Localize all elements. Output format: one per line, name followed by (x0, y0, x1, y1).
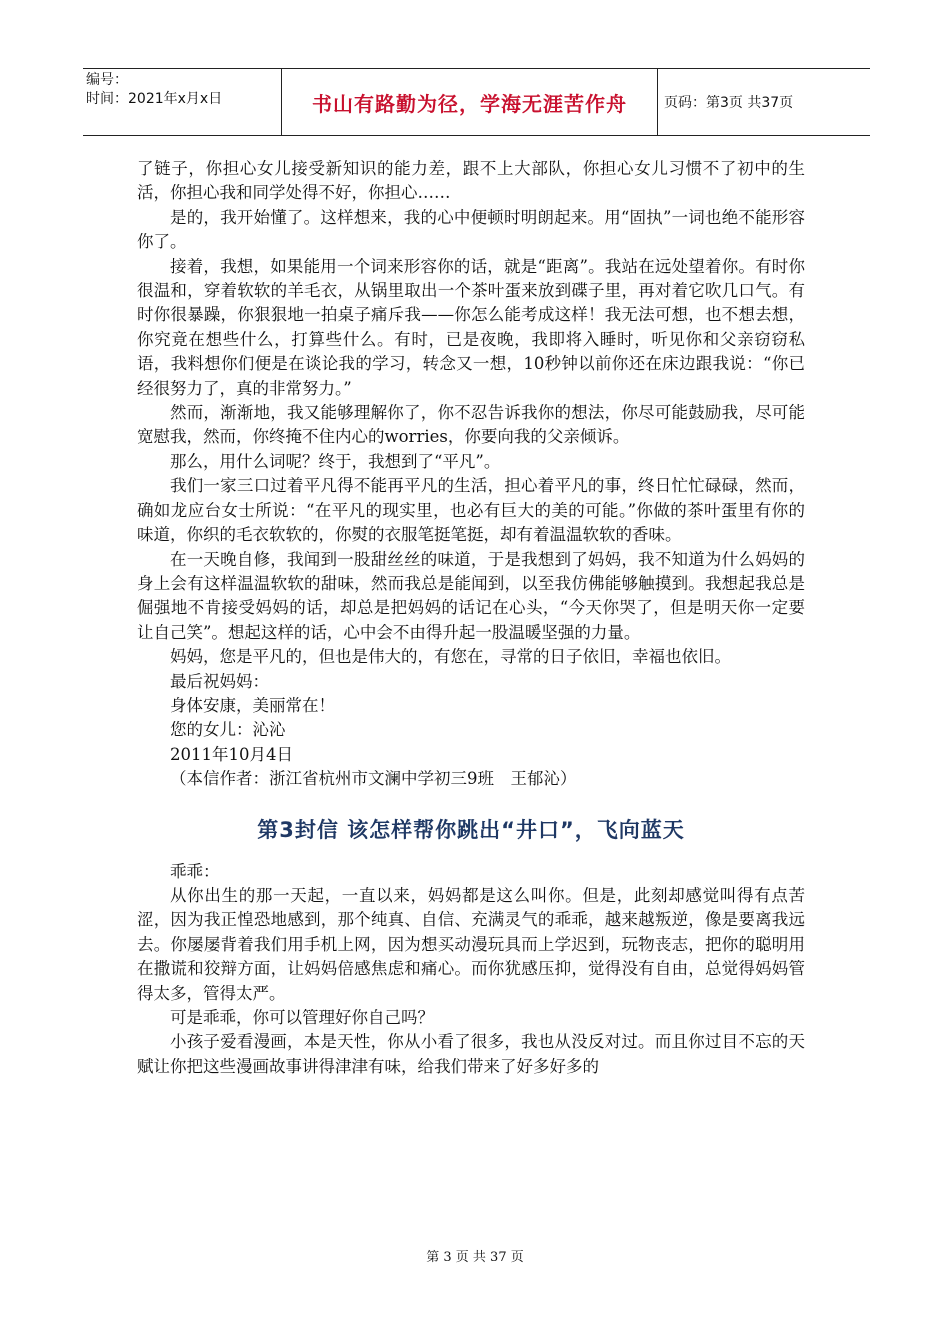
letter3-paragraph: 小孩子爱看漫画，本是天性，你从小看了很多，我也从没反对过。而且你过目不忘的天赋让你把这些漫画故事讲得津津有味，给我们带来了好多好多的 (137, 1032, 805, 1076)
page-footer: 第 3 页 共 37 页 (426, 1250, 524, 1265)
closing-line: 最后祝妈妈： (170, 671, 269, 691)
document-body (137, 157, 805, 1079)
letter2-paragraph: 了链子，你担心女儿接受新知识的能力差，跟不上大部队，你担心女儿习惯不了初中的生活，你担心我和同学处得不好，你担心…… (137, 159, 805, 203)
document-date-label: 时间：2021年x月x日 (86, 91, 223, 107)
letter3-paragraph: 可是乖乖，你可以管理好你自己吗？ (170, 1008, 434, 1027)
letter3-title: 第3封信 该怎样帮你跳出“井口”，飞向蓝天 (257, 817, 685, 842)
letter3-paragraph: 从你出生的那一天起，一直以来，妈妈都是这么叫你。但是，此刻却感觉叫得有点苦涩，因为我正惶恐地感到，那个纯真、自信、充满灵气的乖乖，越来越叛逆，像是要离我远去。你屡屡背着我们用手机上网，因为想买动漫玩具而上学迟到，玩物丧志，把你的聪明用在撒谎和狡辩方面，让妈妈倍感焦虑和痛心。而你犹感压抑，觉得没有自由，总觉得妈妈管得太多，管得太严。 (137, 885, 805, 1003)
author-note: （本信作者：浙江省杭州市文澜中学初三9班 王郁沁） (170, 769, 577, 789)
header-meta (83, 69, 282, 135)
page-header (83, 68, 870, 136)
letter2-paragraph: 我们一家三口过着平凡得不能再平凡的生活，担心着平凡的事，终日忙忙碌碌，然而，确如龙应台女士所说：“在平凡的现实里，也必有巨大的美的可能。”你做的茶叶蛋里有你的味道，你织的毛衣软软的，你熨的衣服笔挺笔挺，却有着温温软软的香味。 (137, 476, 805, 545)
closing-line: 身体安康，美丽常在！ (170, 695, 335, 715)
header-page-cell (658, 69, 870, 135)
letter2-paragraph: 那么，用什么词呢？终于，我想到了“平凡”。 (170, 451, 501, 471)
closing-signature: 您的女儿：沁沁 (170, 720, 286, 740)
closing-date: 2011年10月4日 (170, 744, 293, 764)
letter3-salutation: 乖乖： (170, 861, 220, 881)
letter2-paragraph: 接着，我想，如果能用一个词来形容你的话，就是“距离”。我站在远处望着你。有时你很温和，穿着软软的羊毛衣，从锅里取出一个茶叶蛋来放到碟子里，再对着它吹几口气。有时你很暴躁，你狠狠地一拍桌子痛斥我——你怎么能考成这样！我无法可想，也不想去想，你究竟在想些什么，打算些什么。有时，已是夜晚，我即将入睡时，听见你和父亲窃窃私语，我料想你们便是在谈论我的学习，转念又一想，10秒钟以前你还在床边跟我说：“你已经很努力了，真的非常努力。” (137, 256, 805, 398)
letter2-paragraph: 妈妈，您是平凡的，但也是伟大的，有您在，寻常的日子依旧，幸福也依旧。 (170, 647, 731, 667)
letter2-paragraph: 然而，渐渐地，我又能够理解你了，你不忍告诉我你的想法，你尽可能鼓励我，尽可能宽慰我，然而，你终掩不住内心的worries，你要向我的父亲倾诉。 (137, 403, 805, 447)
header-motto: 书山有路勤为径，学海无涯苦作舟 (312, 91, 627, 116)
header-motto-cell (282, 69, 658, 135)
header-page-label: 页码：第3页 共37页 (664, 95, 794, 111)
letter2-paragraph: 在一天晚自修，我闻到一股甜丝丝的味道，于是我想到了妈妈，我不知道为什么妈妈的身上会有这样温温软软的甜味，然而我总是能闻到，以至我仿佛能够触摸到。我想起我总是倔强地不肯接受妈妈的话，却总是把妈妈的话记在心头，“今天你哭了，但是明天你一定要让自己笑”。想起这样的话，心中会不由得升起一股温暖坚强的力量。 (137, 549, 805, 642)
letter2-paragraph: 是的，我开始懂了。这样想来，我的心中便顿时明朗起来。用“固执”一词也绝不能形容你了。 (137, 207, 805, 252)
document-number-label: 编号： (86, 72, 128, 88)
